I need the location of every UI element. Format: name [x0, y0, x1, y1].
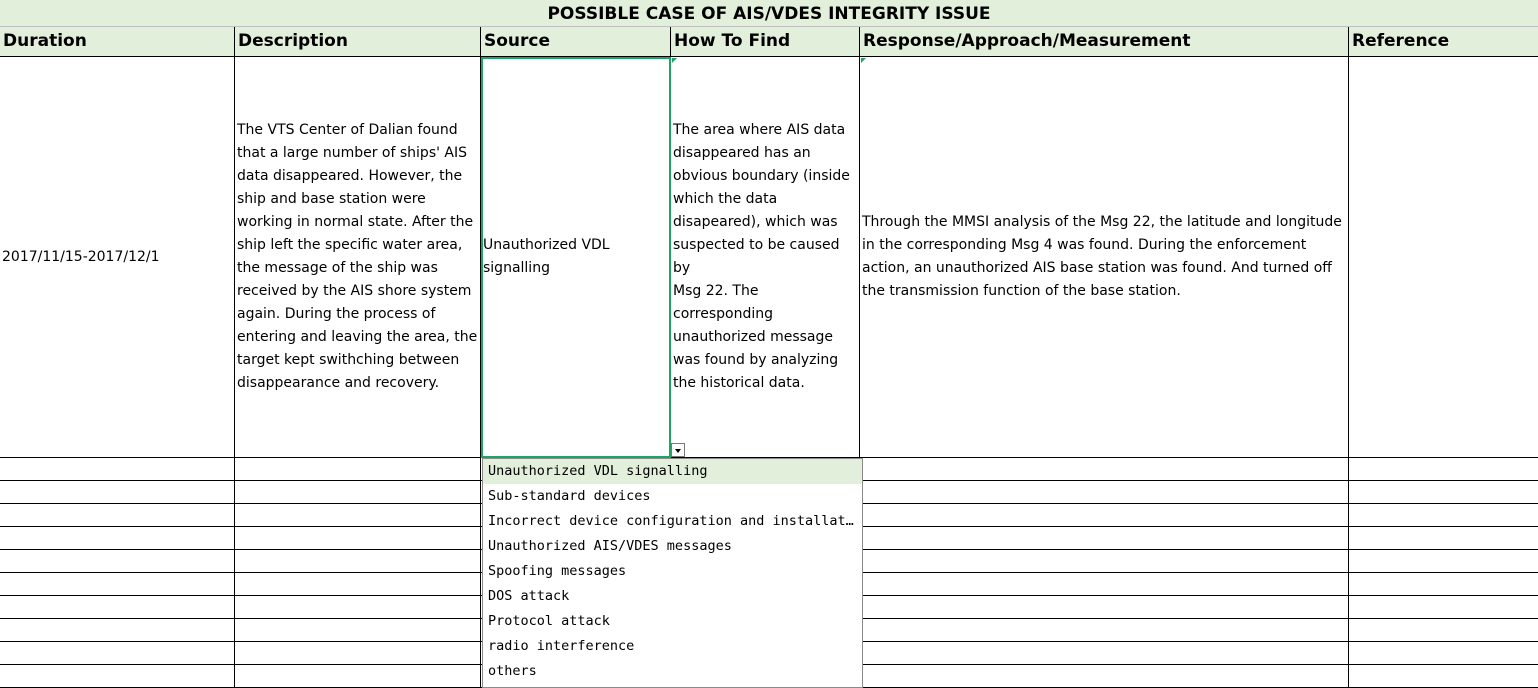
header-description[interactable]: Description: [235, 27, 481, 57]
empty-cell[interactable]: [1349, 619, 1538, 642]
header-source[interactable]: Source: [481, 27, 671, 57]
empty-cell[interactable]: [1349, 573, 1538, 596]
empty-cell[interactable]: [1349, 481, 1538, 504]
empty-cell[interactable]: [860, 642, 1349, 665]
empty-cell[interactable]: [860, 619, 1349, 642]
duration-text: 2017/11/15-2017/12/1: [2, 248, 160, 265]
empty-cell[interactable]: [235, 550, 481, 573]
empty-cell[interactable]: [1349, 642, 1538, 665]
header-duration[interactable]: Duration: [0, 27, 235, 57]
dropdown-option[interactable]: Unauthorized AIS/VDES messages: [488, 538, 732, 554]
empty-cell[interactable]: [1349, 527, 1538, 550]
empty-cell[interactable]: [235, 573, 481, 596]
empty-cell[interactable]: [860, 504, 1349, 527]
empty-cell[interactable]: [0, 665, 235, 688]
empty-cell[interactable]: [235, 665, 481, 688]
empty-cell[interactable]: [0, 527, 235, 550]
comment-marker: [672, 58, 677, 63]
empty-cell[interactable]: [0, 458, 235, 481]
dropdown-arrow-icon[interactable]: [671, 443, 685, 457]
dropdown-option[interactable]: radio interference: [488, 638, 635, 654]
dropdown-option[interactable]: others: [488, 663, 537, 679]
cell-response[interactable]: [860, 57, 1349, 458]
how-to-find-text: The area where AIS data disappeared has an obvious boundary (inside which the data disapeared), which was suspected to be caused by Msg 22. The corresponding unauthorized message was found by analyzing the historical data.: [673, 122, 850, 391]
header-response[interactable]: Response/Approach/Measurement: [860, 27, 1349, 57]
empty-cell[interactable]: [1349, 504, 1538, 527]
empty-cell[interactable]: [0, 481, 235, 504]
comment-marker: [861, 58, 866, 63]
header-how-to-find[interactable]: How To Find: [671, 27, 860, 57]
dropdown-option[interactable]: Spoofing messages: [488, 563, 627, 579]
sheet-title[interactable]: POSSIBLE CASE OF AIS/VDES INTEGRITY ISSUE: [0, 0, 1538, 27]
cell-duration[interactable]: [0, 57, 235, 458]
description-text: The VTS Center of Dalian found that a large number of ships' AIS data disappeared. However, the ship and base station were working in normal state. After the ship left the specific water area, the message of the ship was received by the AIS shore system again. During the process of entering and leaving the area, the target kept swithching between disappearance and recovery.: [237, 122, 478, 391]
empty-cell[interactable]: [0, 550, 235, 573]
source-text: Unauthorized VDL signalling: [483, 237, 610, 276]
empty-cell[interactable]: [235, 481, 481, 504]
empty-cell[interactable]: [235, 642, 481, 665]
cell-reference[interactable]: [1349, 57, 1538, 458]
empty-cell[interactable]: [235, 458, 481, 481]
source-dropdown-list[interactable]: [482, 458, 863, 688]
cell-source-selected[interactable]: [481, 57, 671, 458]
empty-cell[interactable]: [860, 550, 1349, 573]
response-text: Through the MMSI analysis of the Msg 22, the latitude and longitude in the corresponding Msg 4 was found. During the enforcement action, an unauthorized AIS base station was found. And turned off the transmission function of the base station.: [862, 214, 1342, 299]
empty-cell[interactable]: [0, 642, 235, 665]
empty-cell[interactable]: [235, 596, 481, 619]
empty-cell[interactable]: [1349, 665, 1538, 688]
empty-cell[interactable]: [1349, 596, 1538, 619]
empty-cell[interactable]: [235, 504, 481, 527]
empty-cell[interactable]: [860, 665, 1349, 688]
empty-cell[interactable]: [0, 573, 235, 596]
dropdown-option[interactable]: DOS attack: [488, 588, 570, 604]
empty-cell[interactable]: [0, 619, 235, 642]
empty-cell[interactable]: [235, 619, 481, 642]
dropdown-option[interactable]: Incorrect device configuration and installat…: [488, 513, 854, 529]
empty-cell[interactable]: [235, 527, 481, 550]
header-reference[interactable]: Reference: [1349, 27, 1538, 57]
empty-cell[interactable]: [1349, 458, 1538, 481]
empty-cell[interactable]: [1349, 550, 1538, 573]
empty-cell[interactable]: [860, 596, 1349, 619]
empty-cell[interactable]: [860, 527, 1349, 550]
dropdown-option[interactable]: Unauthorized VDL signalling: [483, 459, 862, 484]
empty-cell[interactable]: [0, 596, 235, 619]
empty-cell[interactable]: [860, 458, 1349, 481]
dropdown-option[interactable]: Sub-standard devices: [488, 488, 651, 504]
empty-cell[interactable]: [0, 504, 235, 527]
empty-cell[interactable]: [860, 573, 1349, 596]
cell-how-to-find[interactable]: [671, 57, 860, 458]
dropdown-option[interactable]: Protocol attack: [488, 613, 610, 629]
empty-cell[interactable]: [860, 481, 1349, 504]
cell-description[interactable]: [235, 57, 481, 458]
